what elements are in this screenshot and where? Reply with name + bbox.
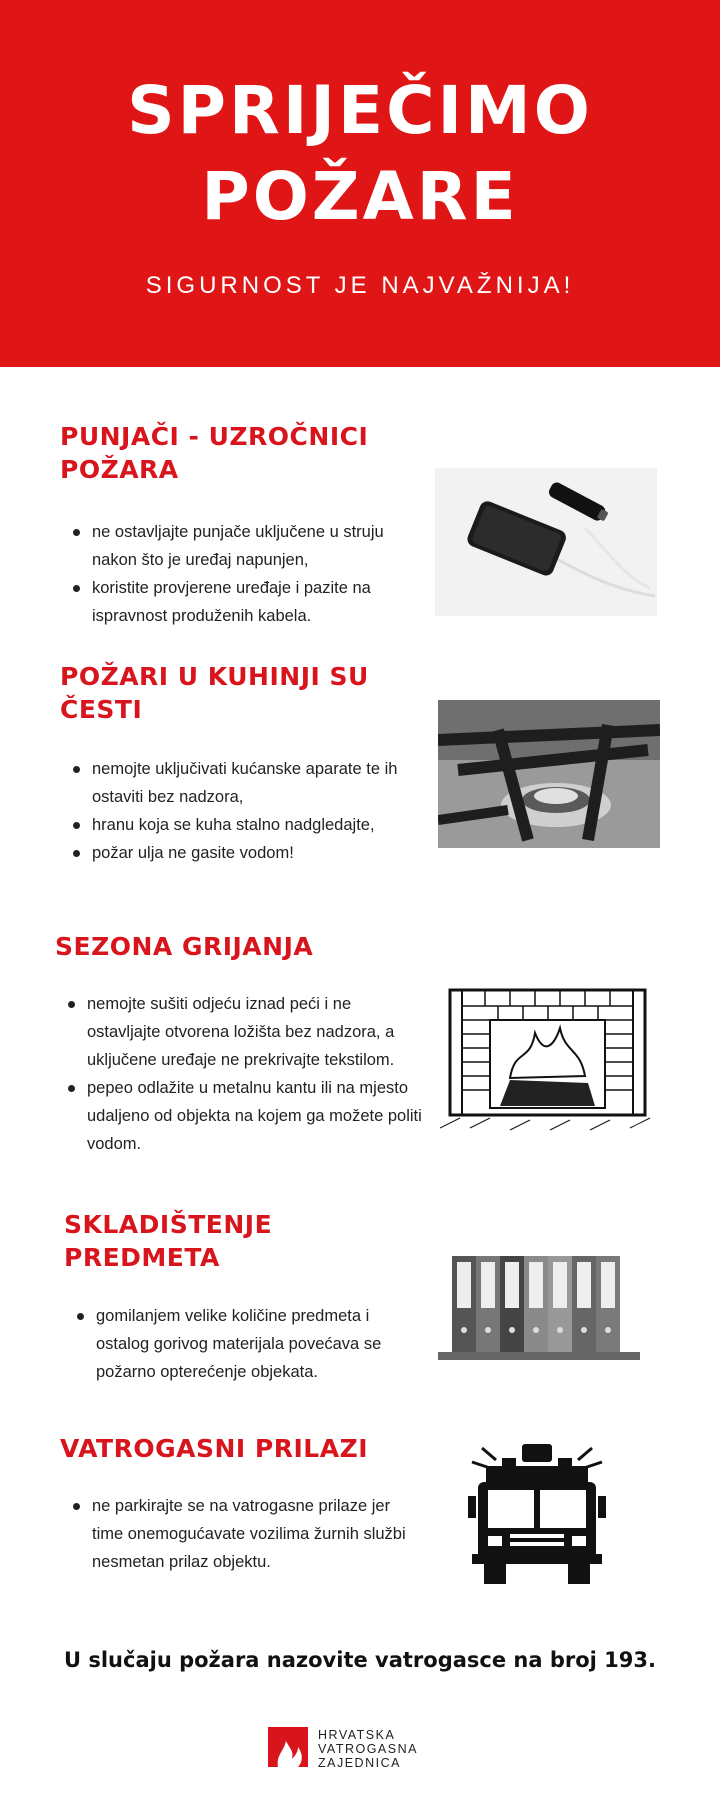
logo-text: [318, 1728, 418, 1770]
bullet-list: [70, 1492, 410, 1576]
section-title-line: SKLADIŠTENJE: [64, 1210, 273, 1239]
list-item: ne ostavljajte punjače uključene u struju nakon što je uređaj napunjen,: [70, 518, 400, 574]
list-item: koristite provjerene uređaje i pazite na ispravnost produženih kabela.: [70, 574, 400, 630]
bullet-list: [74, 1302, 414, 1386]
hvz-logo: [268, 1725, 468, 1775]
fireplace-icon: [440, 988, 655, 1136]
section-title-line: POŽARA: [60, 455, 179, 484]
gas-stove-burner-photo: [438, 700, 660, 848]
list-item: nemojte sušiti odjeću iznad peći i ne ostavljajte otvorena ložišta bez nadzora, a uključene uređaje ne prekrivajte tekstilom.: [65, 990, 425, 1074]
title-line-2: POŽARE: [201, 158, 519, 235]
fire-truck-icon: [462, 1440, 612, 1590]
section-title-line: VATROGASNI PRILAZI: [60, 1434, 368, 1463]
list-item: hranu koja se kuha stalno nadgledajte,: [70, 811, 410, 839]
list-item: nemojte uključivati kućanske aparate te ih ostaviti bez nadzora,: [70, 755, 410, 811]
logo-line: ZAJEDNICA: [318, 1756, 401, 1770]
section-title: [60, 1432, 368, 1465]
section-title-line: POŽARI U KUHINJI SU: [60, 662, 369, 691]
hero-banner: [0, 0, 720, 367]
logo-line: HRVATSKA: [318, 1728, 396, 1742]
subtitle: SIGURNOST JE NAJVAŽNIJA!: [145, 272, 575, 299]
main-title: [0, 68, 720, 240]
section-title-line: PUNJAČI - UZROČNICI: [60, 422, 369, 451]
section-title-line: SEZONA GRIJANJA: [55, 932, 314, 961]
section-title-line: ČESTI: [60, 695, 143, 724]
bullet-list: [65, 990, 425, 1158]
section-title: [55, 930, 313, 963]
list-item: gomilanjem velike količine predmeta i ostalog gorivog materijala povećava se požarno opterećenje objekata.: [74, 1302, 414, 1386]
phone-and-powerbank-photo: [435, 468, 657, 616]
bullet-list: [70, 518, 400, 630]
list-item: požar ulja ne gasite vodom!: [70, 839, 410, 867]
section-title: [64, 1208, 272, 1274]
list-item: pepeo odlažite u metalnu kantu ili na mjesto udaljeno od objekta na kojem ga možete politi vodom.: [65, 1074, 425, 1158]
bullet-list: [70, 755, 410, 867]
logo-line: VATROGASNA: [318, 1742, 418, 1756]
section-title-line: PREDMETA: [64, 1243, 220, 1272]
section-title: [60, 660, 369, 726]
flame-logo-icon: [268, 1725, 310, 1771]
title-line-1: SPRIJEČIMO: [127, 72, 593, 149]
list-item: ne parkirajte se na vatrogasne prilaze jer time onemogućavate vozilima žurnih službi nesmetan prilaz objektu.: [70, 1492, 410, 1576]
binders-shelf-icon: [438, 1252, 640, 1364]
emergency-call-text: U slučaju požara nazovite vatrogasce na broj 193.: [64, 1648, 656, 1672]
section-title: [60, 420, 368, 486]
